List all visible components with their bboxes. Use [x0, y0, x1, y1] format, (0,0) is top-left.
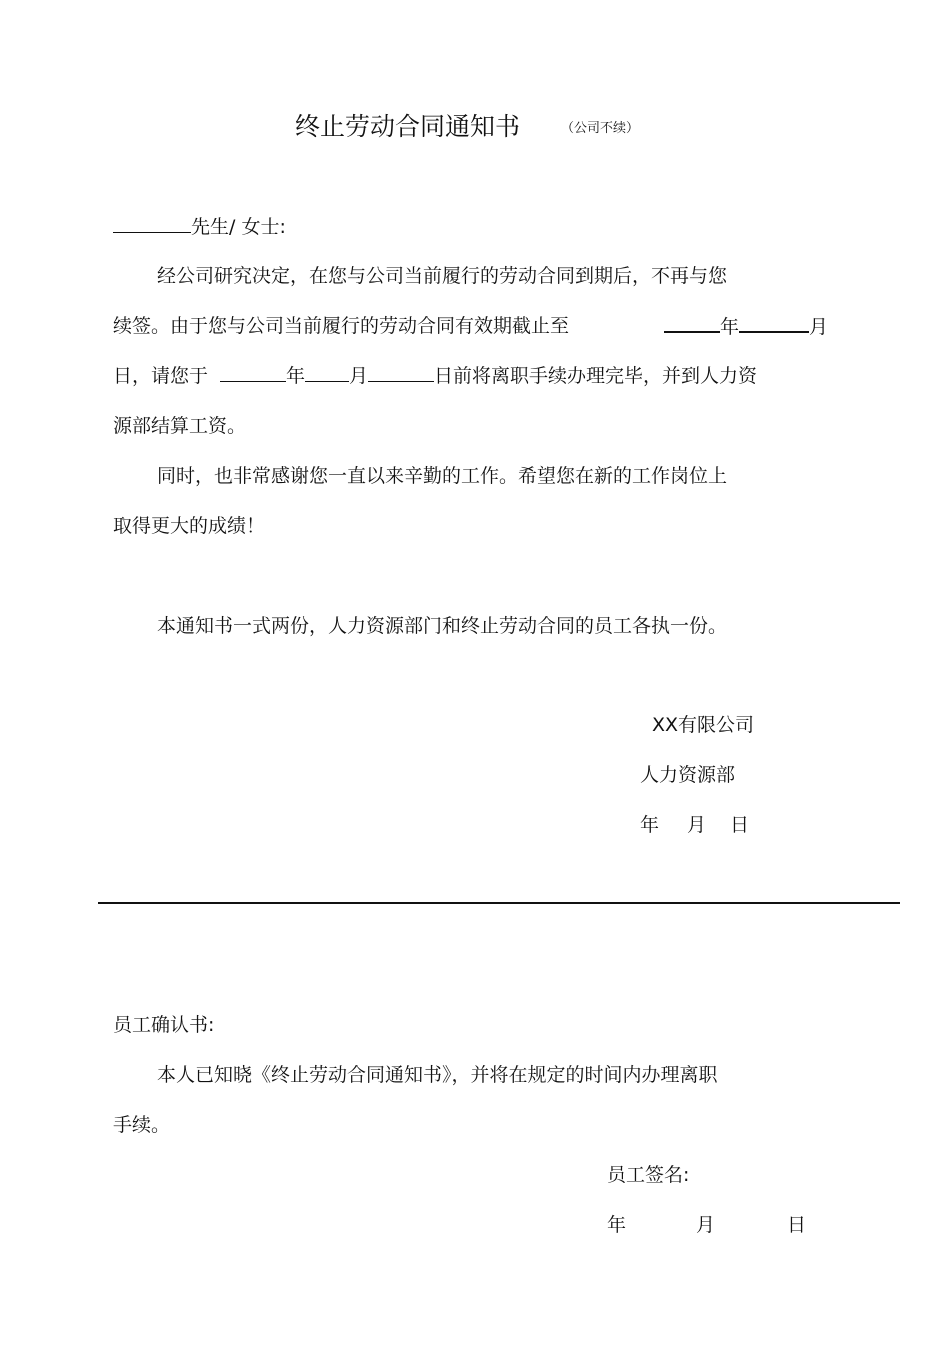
deadline-year-blank[interactable]	[220, 363, 286, 382]
para1-line3	[113, 363, 757, 389]
salutation-text: 先生/ 女士:	[191, 216, 286, 238]
para1-line1: 经公司研究决定，在您与公司当前履行的劳动合同到期后，不再与您	[157, 265, 728, 287]
para1-line2-text: 续签。由于您与公司当前履行的劳动合同有效期截止至	[113, 315, 570, 337]
confirmation-line2: 手续。	[113, 1114, 171, 1136]
deadline-year-label: 年	[286, 365, 306, 387]
expiry-year-label: 年	[720, 316, 740, 338]
title-note: （公司不续）	[561, 121, 640, 136]
deadline-month-label: 月	[349, 365, 369, 387]
document-title: 终止劳动合同通知书	[295, 112, 521, 141]
para1-line2	[113, 313, 569, 339]
para3: 本通知书一式两份，人力资源部门和终止劳动合同的员工各执一份。	[157, 615, 728, 637]
para2-line2: 取得更大的成绩！	[113, 515, 266, 537]
employee-day: 日	[787, 1214, 807, 1236]
signature-day: 日	[730, 814, 750, 836]
para1-line3-end: 日前将离职手续办理完毕，并到人力资	[434, 365, 758, 387]
employee-signature-label[interactable]: 员工签名:	[607, 1164, 690, 1186]
department-name: 人力资源部	[640, 764, 736, 786]
name-blank[interactable]	[113, 214, 191, 233]
employee-year: 年	[607, 1214, 627, 1236]
deadline-month-blank[interactable]	[305, 363, 349, 382]
signature-date	[640, 812, 749, 838]
employee-month: 月	[696, 1214, 716, 1236]
confirmation-line1: 本人已知晓《终止劳动合同通知书》，并将在规定的时间内办理离职	[157, 1064, 718, 1086]
employee-signature-date	[607, 1212, 806, 1238]
para1-line3-start: 日，请您于	[113, 365, 209, 387]
expiry-date	[664, 313, 828, 340]
expiry-month-blank[interactable]	[739, 313, 809, 333]
section-divider	[98, 902, 900, 904]
deadline-day-blank[interactable]	[368, 363, 434, 382]
company-name: XX有限公司	[652, 714, 755, 736]
signature-year: 年	[640, 814, 660, 836]
signature-month: 月	[687, 814, 707, 836]
expiry-year-blank[interactable]	[664, 313, 720, 333]
para1-line4: 源部结算工资。	[113, 415, 247, 437]
expiry-month-label: 月	[809, 316, 829, 338]
salutation	[113, 214, 286, 240]
para2-line1: 同时，也非常感谢您一直以来辛勤的工作。希望您在新的工作岗位上	[157, 465, 728, 487]
confirmation-heading: 员工确认书:	[113, 1014, 215, 1036]
